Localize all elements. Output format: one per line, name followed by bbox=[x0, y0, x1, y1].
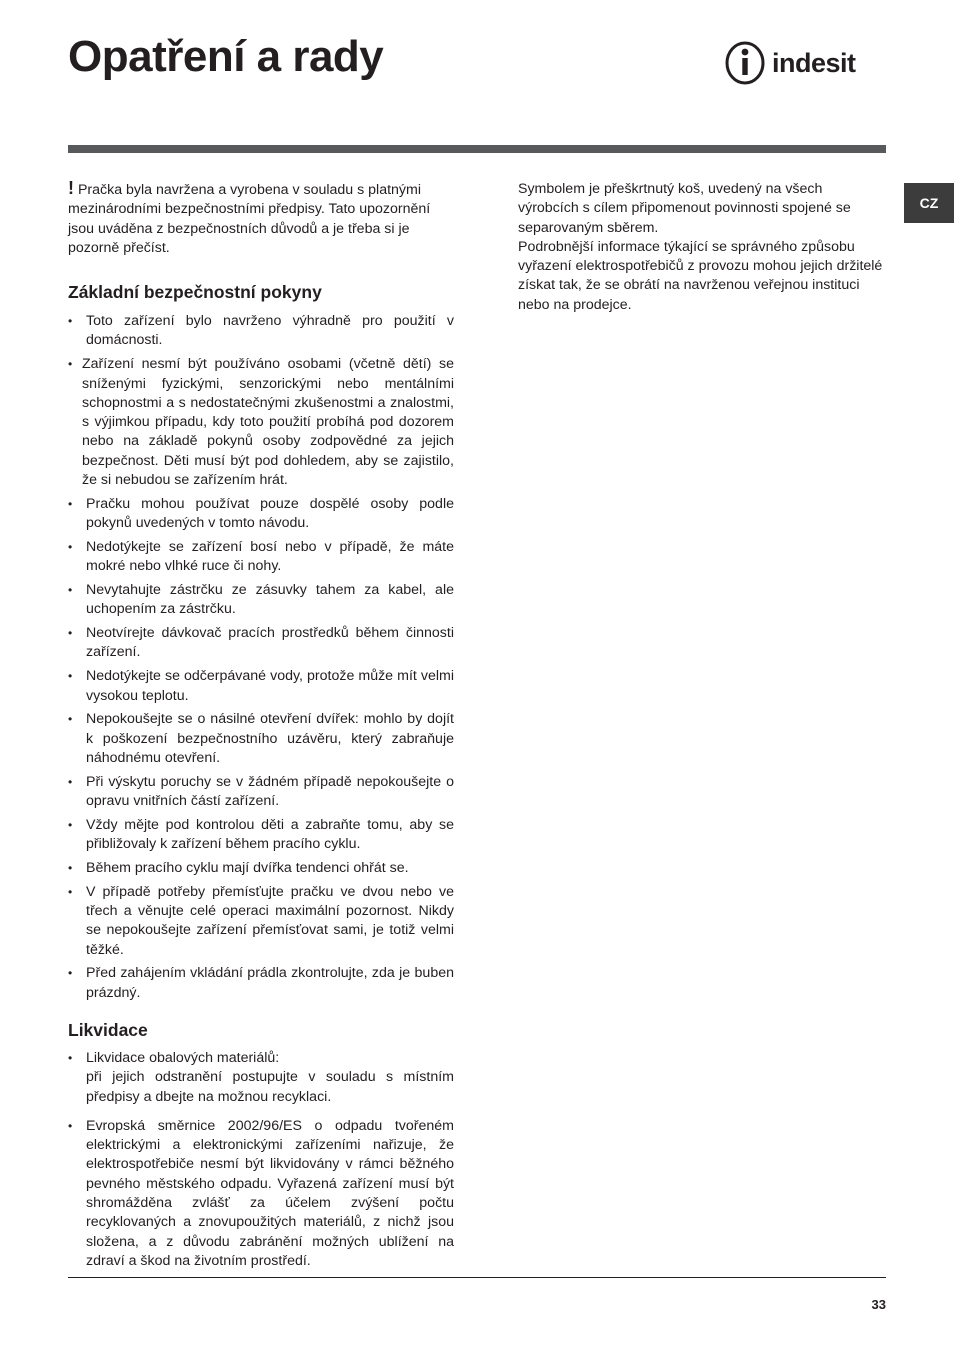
indesit-logo-icon bbox=[724, 40, 766, 86]
right-paragraph-1: Symbolem je přeškrtnutý koš, uvedený na všech výrobcích s cílem připomenout povinnosti spojené se separovaným sběrem. bbox=[518, 181, 851, 236]
list-item: • Nedotýkejte se odčerpávané vody, protože může mít velmi vysokou teplotu. bbox=[68, 667, 454, 706]
list-item: • Evropská směrnice 2002/96/ES o odpadu tvořeném elektrickými a elektronickými zařízeními nařizuje, že elektrospotřebiče nesmí být likvidovány v rámci běžného pevného městského odpadu. Vyřazená zařízení musí být shromážděna zvlášť za účelem zvýšení počtu recyklovaných a znovupoužitých materiálů, z nichž jsou složena, a z důvodu zabránění možných ublížení na zdraví a škod na životním prostředí. bbox=[68, 1117, 454, 1271]
list-item: • Během pracího cyklu mají dvířka tendenci ohřát se. bbox=[68, 859, 454, 878]
right-paragraph-2: Podrobnější informace týkající se správného způsobu vyřazení elektrospotřebičů z provozu mohou jejich držitelé získat tak, že se obrátí na navrženou veřejnou instituci nebo na prodejce. bbox=[518, 238, 883, 313]
brand-logo bbox=[724, 40, 886, 86]
list-item: • Zařízení nesmí být používáno osobami (včetně dětí) se sníženými fyzickými, senzorickými nebo mentálními schopnostmi a s nedostatečnými zkušenostmi a znalostmi, s výjimkou případu, kdy toto použití probíhá pod dozorem nebo na základě pokynů osoby zodpovědné za jejich bezpečnost. Děti musí být pod dohledem, aby se zajistilo, že si nebudou se zařízením hrát. bbox=[68, 355, 454, 490]
list-item: • Před zahájením vkládání prádla zkontrolujte, zda je buben prázdný. bbox=[68, 964, 454, 1003]
safety-list bbox=[68, 312, 454, 1003]
list-item: • Nevytahujte zástrčku ze zásuvky tahem za kabel, ale uchopením za zástrčku. bbox=[68, 581, 454, 620]
right-column bbox=[518, 180, 886, 315]
safety-heading: Základní bezpečnostní pokyny bbox=[68, 282, 322, 303]
disposal-heading: Likvidace bbox=[68, 1019, 148, 1040]
list-item: • Při výskytu poruchy se v žádném případě nepokoušejte o opravu vnitřních částí zařízení. bbox=[68, 773, 454, 812]
page-number: 33 bbox=[871, 1297, 886, 1312]
list-item bbox=[68, 1049, 454, 1107]
list-item: • Nepokoušejte se o násilné otevření dvířek: mohlo by dojít k poškození bezpečnostního uzávěru, který zabraňuje náhodnému otevření. bbox=[68, 710, 454, 768]
list-item: • Neotvírejte dávkovač pracích prostředků během činnosti zařízení. bbox=[68, 624, 454, 663]
disposal-item-line2: při jejich odstranění postupujte v souladu s místním předpisy a dbejte na možnou recyklaci. bbox=[86, 1069, 454, 1105]
language-tab: CZ bbox=[904, 183, 954, 223]
warning-exclamation-icon: ! bbox=[68, 178, 74, 198]
list-item: • V případě potřeby přemísťujte pračku ve dvou nebo ve třech a věnujte celé operaci maximální pozornost. Nikdy se nepokoušejte zařízení přemísťovat sami, je totiž velmi těžké. bbox=[68, 883, 454, 960]
list-item: • Pračku mohou používat pouze dospělé osoby podle pokynů uvedených v tomto návodu. bbox=[68, 495, 454, 534]
left-column bbox=[68, 178, 454, 1276]
intro-text: Pračka byla navržena a vyrobena v souladu s platnými mezinárodními bezpečnostními předpisy. Tato upozornění jsou uváděna z bezpečnostních důvodů a je třeba si je pozorně přečíst. bbox=[68, 182, 431, 256]
footer-divider bbox=[68, 1277, 886, 1278]
list-item: • Toto zařízení bylo navrženo výhradně pro použití v domácnosti. bbox=[68, 312, 454, 351]
disposal-list bbox=[68, 1049, 454, 1271]
list-item: • Vždy mějte pod kontrolou děti a zabraňte tomu, aby se přibližovaly k zařízení během pracího cyklu. bbox=[68, 816, 454, 855]
header-divider-bar bbox=[68, 145, 886, 153]
page-title: Opatření a rady bbox=[68, 32, 384, 81]
intro-paragraph bbox=[68, 178, 454, 258]
list-item: • Nedotýkejte se zařízení bosí nebo v případě, že máte mokré nebo vlhké ruce či nohy. bbox=[68, 538, 454, 577]
logo-wordmark: indesit bbox=[772, 47, 856, 78]
disposal-item-line1: Likvidace obalových materiálů: bbox=[86, 1049, 280, 1066]
